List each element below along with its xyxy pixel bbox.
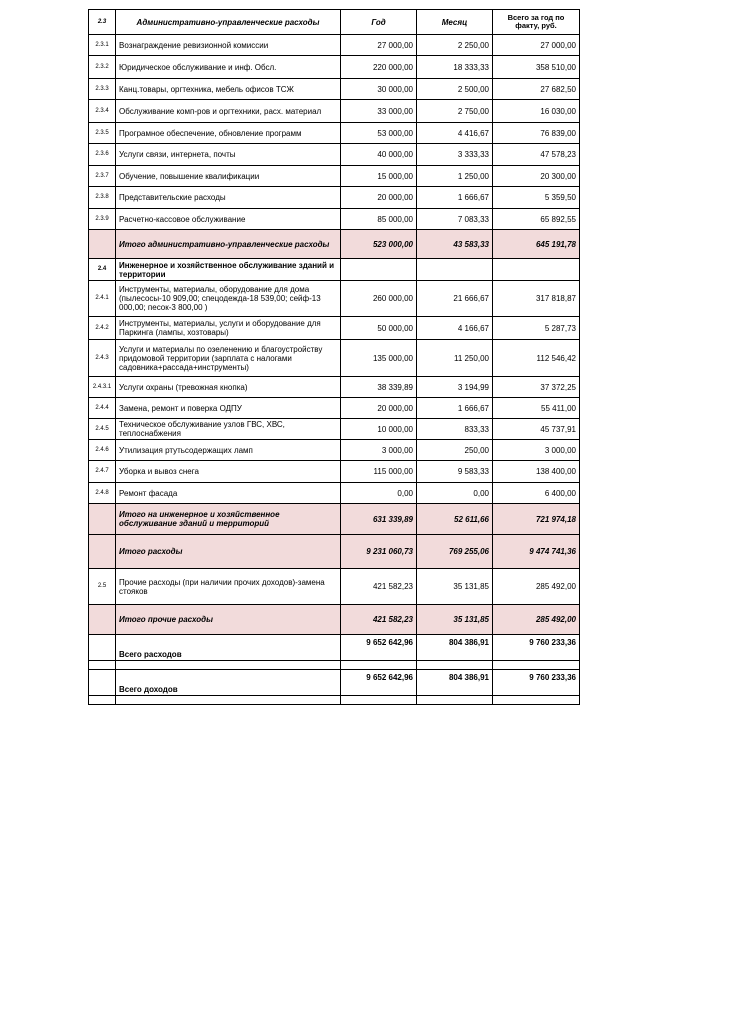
- row-number: 2.4.3: [89, 340, 116, 377]
- row-fact: 45 737,91: [493, 419, 580, 440]
- row-month: 0,00: [417, 483, 493, 504]
- row-number: 2.3.6: [89, 144, 116, 166]
- row-name: Инструменты, материалы, оборудование для дома (пылесосы-10 909,00; спецодежда-18 539,00; сейф-13 000,00; песок-3 800,00 ): [116, 281, 341, 317]
- row-number: 2.4.3.1: [89, 377, 116, 398]
- spacer-row: [89, 661, 580, 670]
- row-year: 421 582,23: [341, 605, 417, 635]
- row-month: 833,33: [417, 419, 493, 440]
- row-number: 2.3.9: [89, 209, 116, 230]
- table-row: [89, 166, 580, 187]
- row-year: 20 000,00: [341, 187, 417, 209]
- row-name: Замена, ремонт и поверка ОДПУ: [116, 398, 341, 419]
- row-month: 35 131,85: [417, 605, 493, 635]
- row-year: 40 000,00: [341, 144, 417, 166]
- row-number: 2.3.3: [89, 79, 116, 100]
- row-year: 631 339,89: [341, 504, 417, 535]
- row-year: 38 339,89: [341, 377, 417, 398]
- row-month: 804 386,91: [417, 635, 493, 661]
- row-year: 421 582,23: [341, 569, 417, 605]
- row-name: Инструменты, материалы, услуги и оборудование для Паркинга (лампы, хозтовары): [116, 317, 341, 340]
- row-year: 523 000,00: [341, 230, 417, 259]
- budget-table-body: [89, 10, 580, 705]
- table-row: [89, 461, 580, 483]
- row-name: Програмное обеспечение, обновление программ: [116, 123, 341, 144]
- row-name: Всего доходов: [116, 670, 341, 696]
- row-month: 18 333,33: [417, 56, 493, 79]
- row-number: 2.3.2: [89, 56, 116, 79]
- row-fact: 20 300,00: [493, 166, 580, 187]
- row-year: 15 000,00: [341, 166, 417, 187]
- table-row: [89, 56, 580, 79]
- table-row: [89, 340, 580, 377]
- total-expenses-row: [89, 535, 580, 569]
- row-number: [89, 670, 116, 696]
- row-year: 53 000,00: [341, 123, 417, 144]
- row-name: Инженерное и хозяйственное обслуживание зданий и территории: [116, 259, 341, 281]
- table-row: [89, 419, 580, 440]
- row-year: [341, 259, 417, 281]
- spacer-cell: [417, 661, 493, 670]
- header-fact: Всего за год по факту, руб.: [493, 10, 580, 35]
- row-name: Обучение, повышение квалификации: [116, 166, 341, 187]
- row-name: Прочие расходы (при наличии прочих доходов)-замена стояков: [116, 569, 341, 605]
- row-name: Ремонт фасада: [116, 483, 341, 504]
- row-month: 250,00: [417, 440, 493, 461]
- row-number: [89, 230, 116, 259]
- row-month: 1 250,00: [417, 166, 493, 187]
- row-year: 9 652 642,96: [341, 635, 417, 661]
- row-fact: 317 818,87: [493, 281, 580, 317]
- row-year: 85 000,00: [341, 209, 417, 230]
- row-year: 27 000,00: [341, 35, 417, 56]
- row-fact: 285 492,00: [493, 605, 580, 635]
- row-month: 11 250,00: [417, 340, 493, 377]
- row-month: [417, 259, 493, 281]
- spacer-cell: [493, 661, 580, 670]
- spacer-cell: [89, 696, 116, 705]
- row-name: Итого расходы: [116, 535, 341, 569]
- row-name: Услуги связи, интернета, почты: [116, 144, 341, 166]
- table-row: [89, 569, 580, 605]
- spacer-cell: [116, 661, 341, 670]
- row-year: 0,00: [341, 483, 417, 504]
- row-year: 20 000,00: [341, 398, 417, 419]
- row-name: Обслуживание комп-ров и оргтехники, расх. материал: [116, 100, 341, 123]
- row-fact: 645 191,78: [493, 230, 580, 259]
- row-fact: 3 000,00: [493, 440, 580, 461]
- table-row: [89, 377, 580, 398]
- table-row: [89, 144, 580, 166]
- total-admin-row: [89, 230, 580, 259]
- table-row: [89, 123, 580, 144]
- row-fact: 5 359,50: [493, 187, 580, 209]
- row-number: [89, 605, 116, 635]
- row-month: 3 194,99: [417, 377, 493, 398]
- row-month: 35 131,85: [417, 569, 493, 605]
- row-month: 43 583,33: [417, 230, 493, 259]
- table-row: [89, 187, 580, 209]
- row-name: Уборка и вывоз снега: [116, 461, 341, 483]
- row-name: Вознаграждение ревизионной комиссии: [116, 35, 341, 56]
- row-number: 2.3.8: [89, 187, 116, 209]
- row-name: Услуги охраны (тревожная кнопка): [116, 377, 341, 398]
- row-number: 2.4.4: [89, 398, 116, 419]
- table-row: [89, 209, 580, 230]
- row-number: [89, 504, 116, 535]
- row-fact: 6 400,00: [493, 483, 580, 504]
- row-year: 10 000,00: [341, 419, 417, 440]
- row-number: 2.4.2: [89, 317, 116, 340]
- row-number: 2.3.5: [89, 123, 116, 144]
- spacer-cell: [341, 696, 417, 705]
- row-name: Итого административно-управленческие расходы: [116, 230, 341, 259]
- spacer-cell: [116, 696, 341, 705]
- table-row: [89, 483, 580, 504]
- total-engineering-row: [89, 504, 580, 535]
- row-fact: 9 760 233,36: [493, 670, 580, 696]
- table-row: [89, 281, 580, 317]
- row-month: 1 666,67: [417, 187, 493, 209]
- row-number: 2.5: [89, 569, 116, 605]
- row-month: 2 500,00: [417, 79, 493, 100]
- spacer-cell: [493, 696, 580, 705]
- row-name: Техническое обслуживание узлов ГВС, ХВС, теплоснабжения: [116, 419, 341, 440]
- row-name: Канц.товары, оргтехника, мебель офисов ТСЖ: [116, 79, 341, 100]
- row-fact: 358 510,00: [493, 56, 580, 79]
- row-month: 1 666,67: [417, 398, 493, 419]
- row-number: 2.4: [89, 259, 116, 281]
- row-number: 2.4.1: [89, 281, 116, 317]
- row-fact: 138 400,00: [493, 461, 580, 483]
- row-number: 2.4.5: [89, 419, 116, 440]
- row-month: 769 255,06: [417, 535, 493, 569]
- spacer-row: [89, 696, 580, 705]
- row-fact: 285 492,00: [493, 569, 580, 605]
- row-year: 220 000,00: [341, 56, 417, 79]
- row-name: Утилизация ртутьсодержащих ламп: [116, 440, 341, 461]
- section-row: [89, 259, 580, 281]
- row-month: 804 386,91: [417, 670, 493, 696]
- row-month: 2 250,00: [417, 35, 493, 56]
- table-row: [89, 398, 580, 419]
- table-row: [89, 79, 580, 100]
- row-number: [89, 535, 116, 569]
- header-num: 2.3: [89, 10, 116, 35]
- row-year: 9 231 060,73: [341, 535, 417, 569]
- row-month: 2 750,00: [417, 100, 493, 123]
- row-fact: 16 030,00: [493, 100, 580, 123]
- table-row: [89, 317, 580, 340]
- row-fact: 9 760 233,36: [493, 635, 580, 661]
- row-fact: 112 546,42: [493, 340, 580, 377]
- row-name: Услуги и материалы по озеленению и благоустройству придомовой территории (зарплата с налогами садовника+рассада+инструменты): [116, 340, 341, 377]
- row-month: 52 611,66: [417, 504, 493, 535]
- row-year: 50 000,00: [341, 317, 417, 340]
- header-year: Год: [341, 10, 417, 35]
- total-other-row: [89, 605, 580, 635]
- header-month: Месяц: [417, 10, 493, 35]
- row-fact: 27 000,00: [493, 35, 580, 56]
- row-month: 3 333,33: [417, 144, 493, 166]
- row-number: [89, 635, 116, 661]
- row-fact: [493, 259, 580, 281]
- row-year: 3 000,00: [341, 440, 417, 461]
- spacer-cell: [89, 661, 116, 670]
- row-name: Расчетно-кассовое обслуживание: [116, 209, 341, 230]
- row-fact: 65 892,55: [493, 209, 580, 230]
- row-name: Итого на инженерное и хозяйственное обслуживание зданий и территорий: [116, 504, 341, 535]
- header-name: Административно-управленческие расходы: [116, 10, 341, 35]
- row-number: 2.4.7: [89, 461, 116, 483]
- all-income-row: [89, 670, 580, 696]
- row-fact: 47 578,23: [493, 144, 580, 166]
- row-year: 115 000,00: [341, 461, 417, 483]
- row-fact: 5 287,73: [493, 317, 580, 340]
- row-month: 4 416,67: [417, 123, 493, 144]
- row-fact: 55 411,00: [493, 398, 580, 419]
- row-fact: 27 682,50: [493, 79, 580, 100]
- row-month: 9 583,33: [417, 461, 493, 483]
- row-fact: 37 372,25: [493, 377, 580, 398]
- row-number: 2.4.8: [89, 483, 116, 504]
- row-number: 2.3.7: [89, 166, 116, 187]
- row-year: 30 000,00: [341, 79, 417, 100]
- row-year: 9 652 642,96: [341, 670, 417, 696]
- row-year: 135 000,00: [341, 340, 417, 377]
- budget-table: [88, 9, 580, 705]
- table-row: [89, 440, 580, 461]
- row-month: 4 166,67: [417, 317, 493, 340]
- header-row: [89, 10, 580, 35]
- table-row: [89, 35, 580, 56]
- row-number: 2.4.6: [89, 440, 116, 461]
- row-year: 33 000,00: [341, 100, 417, 123]
- row-month: 7 083,33: [417, 209, 493, 230]
- all-expenses-row: [89, 635, 580, 661]
- row-fact: 9 474 741,36: [493, 535, 580, 569]
- spacer-cell: [417, 696, 493, 705]
- table-row: [89, 100, 580, 123]
- row-name: Всего расходов: [116, 635, 341, 661]
- row-month: 21 666,67: [417, 281, 493, 317]
- row-fact: 76 839,00: [493, 123, 580, 144]
- row-year: 260 000,00: [341, 281, 417, 317]
- row-fact: 721 974,18: [493, 504, 580, 535]
- spacer-cell: [341, 661, 417, 670]
- row-number: 2.3.1: [89, 35, 116, 56]
- row-name: Юридическое обслуживание и инф. Обсл.: [116, 56, 341, 79]
- row-number: 2.3.4: [89, 100, 116, 123]
- row-name: Итого прочие расходы: [116, 605, 341, 635]
- row-name: Представительские расходы: [116, 187, 341, 209]
